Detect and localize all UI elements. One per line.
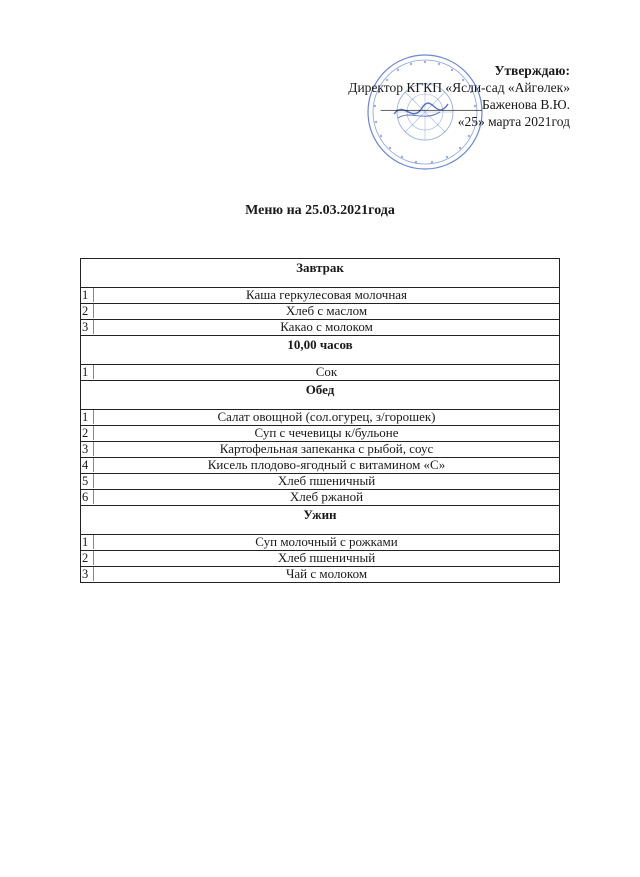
item-number: 3: [82, 320, 89, 334]
dish-name: Суп молочный с рожками: [93, 535, 559, 549]
section-header: [81, 259, 559, 288]
section-header: [81, 506, 559, 535]
menu-item-row: [81, 320, 559, 336]
dish-name: Салат овощной (сол.огурец, з/горошек): [93, 410, 559, 424]
item-number: 3: [82, 567, 89, 581]
dish-name: Кисель плодово-ягодный с витамином «С»: [93, 458, 559, 472]
menu-item-row: [81, 458, 559, 474]
dish-name: Каша геркулесовая молочная: [93, 288, 559, 302]
dish-name: Хлеб пшеничный: [93, 474, 559, 488]
item-number: 5: [82, 474, 89, 488]
menu-title: Меню на 25.03.2021года: [245, 203, 395, 218]
approval-block: [348, 62, 570, 130]
approval-position: Директор КГКП «Ясли-сад «Айгөлек»: [348, 80, 570, 95]
menu-table: [80, 258, 560, 583]
item-number: 4: [82, 458, 89, 472]
item-number: 6: [82, 490, 89, 504]
item-number: 2: [82, 426, 89, 440]
menu-item-row: [81, 474, 559, 490]
item-number: 1: [82, 288, 89, 302]
dish-name: Какао с молоком: [93, 320, 559, 334]
section-title: Завтрак: [296, 260, 344, 275]
dish-name: Сок: [93, 365, 559, 379]
menu-item-row: [81, 304, 559, 320]
dish-name: Хлеб пшеничный: [93, 551, 559, 565]
item-number: 1: [82, 410, 89, 424]
approval-date: «25» марта 2021год: [457, 114, 570, 129]
item-number: 1: [82, 365, 89, 379]
item-number: 2: [82, 551, 89, 565]
menu-item-row: [81, 426, 559, 442]
dish-name: Суп с чечевицы к/бульоне: [93, 426, 559, 440]
section-header: [81, 336, 559, 365]
section-title: 10,00 часов: [287, 337, 353, 352]
dish-name: Хлеб ржаной: [93, 490, 559, 504]
section-header: [81, 381, 559, 410]
menu-item-row: [81, 442, 559, 458]
section-title: Ужин: [303, 507, 337, 522]
menu-item-row: [81, 365, 559, 381]
menu-item-row: [81, 551, 559, 567]
menu-item-row: [81, 288, 559, 304]
menu-item-row: [81, 567, 559, 583]
approval-signature: _______________Баженова В.Ю.: [380, 97, 570, 112]
dish-name: Картофельная запеканка с рыбой, соус: [93, 442, 559, 456]
section-title: Обед: [305, 382, 335, 397]
item-number: 1: [82, 535, 89, 549]
menu-item-row: [81, 490, 559, 506]
dish-name: Хлеб с маслом: [93, 304, 559, 318]
dish-name: Чай с молоком: [93, 567, 559, 581]
item-number: 2: [82, 304, 89, 318]
menu-item-row: [81, 410, 559, 426]
approval-title: Утверждаю:: [494, 63, 570, 78]
item-number: 3: [82, 442, 89, 456]
menu-item-row: [81, 535, 559, 551]
